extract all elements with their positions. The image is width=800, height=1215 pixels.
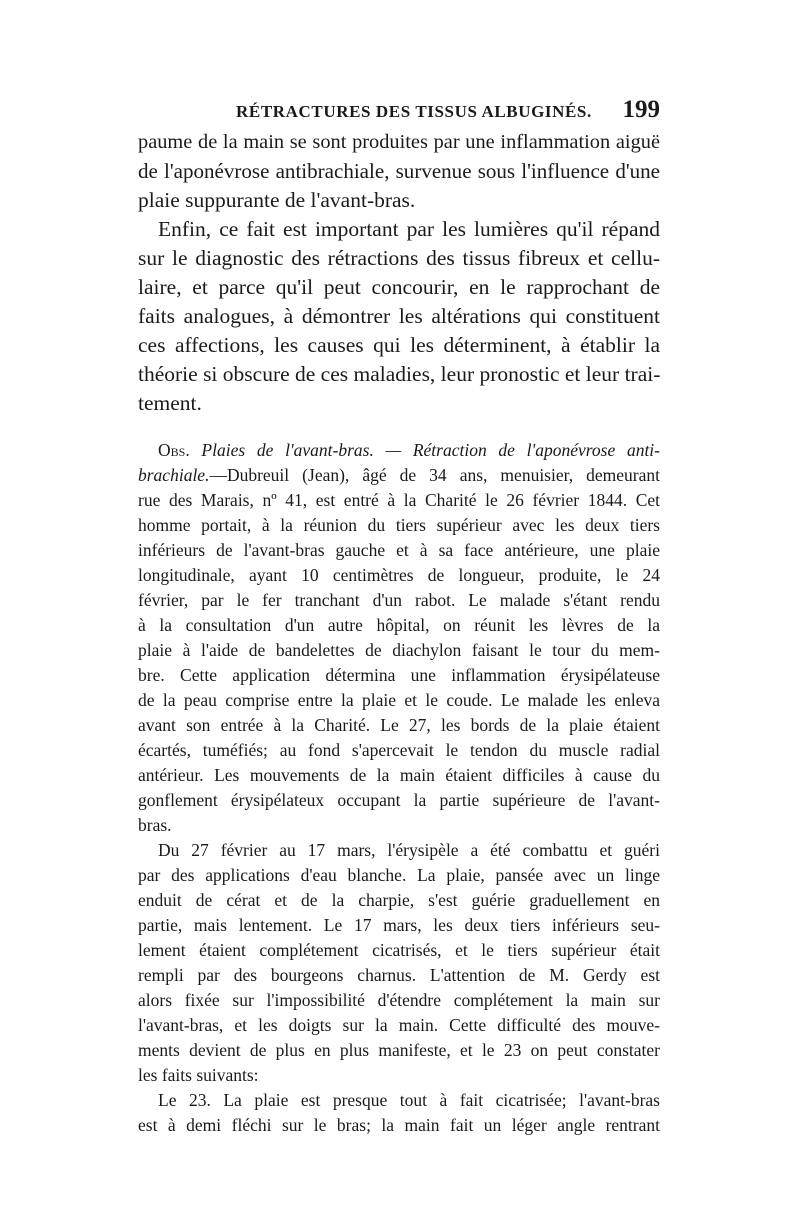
text-line: inférieurs de l'avant-bras gauche et à sa face antérieure, une plaie — [138, 540, 660, 560]
text-line: enduit de cérat et de la charpie, s'est guérie graduellement en — [138, 890, 660, 910]
text-line: sur le diagnostic des rétractions des tissus fibreux et cellu- — [138, 246, 660, 270]
text-line: plaie suppurante de l'avant-bras. — [138, 188, 416, 212]
text-line: tement. — [138, 391, 202, 415]
text-line: est à demi fléchi sur le bras; la main fait un léger angle rentrant — [138, 1115, 660, 1135]
text-line: Du 27 février au 17 mars, l'érysipèle a été combattu et guéri — [158, 840, 660, 860]
text-line: ments devient de plus en plus manifeste, et le 23 on peut constater — [138, 1040, 660, 1060]
text-line: alors fixée sur l'impossibilité d'étendre complétement la main sur — [138, 990, 660, 1010]
text-line: février, par le fer tranchant d'un rabot. Le malade s'étant rendu — [138, 590, 660, 610]
text-line: bre. Cette application détermina une inflammation érysipélateuse — [138, 665, 660, 685]
text-line: ces affections, les causes qui les déterminent, à établir la — [138, 333, 660, 357]
text-line: plaie à l'aide de bandelettes de diachylon faisant le tour du mem- — [138, 640, 660, 660]
text-line: paume de la main se sont produites par une inflammation aiguë — [138, 131, 660, 153]
text-line: avant son entrée à la Charité. Le 27, les bords de la plaie étaient — [138, 715, 660, 735]
observation-block — [138, 438, 660, 1138]
observation-heading-line — [138, 438, 660, 463]
text-line: rue des Marais, nº 41, est entré à la Charité le 26 février 1844. Cet — [138, 490, 660, 510]
text-line: les faits suivants: — [138, 1065, 259, 1085]
page-number: 199 — [622, 96, 660, 123]
text-line: l'avant-bras, et les doigts sur la main. Cette difficulté des mouve- — [138, 1015, 660, 1035]
text-line: bras. — [138, 815, 172, 835]
paragraph-1 — [138, 128, 660, 215]
observation-intro: —Dubreuil (Jean), âgé de 34 ans, menuisier, demeurant — [209, 465, 660, 485]
text-line: antérieur. Les mouvements de la main étaient difficiles à cause du — [138, 765, 660, 785]
text-line: Enfin, ce fait est important par les lumières qu'il répand — [158, 217, 660, 241]
text-line: longitudinale, ayant 10 centimètres de longueur, produite, le 24 — [138, 565, 660, 585]
paragraph-2 — [138, 215, 660, 418]
body-text — [138, 128, 660, 1138]
text-line: Le 23. La plaie est presque tout à fait cicatrisée; l'avant-bras — [158, 1090, 660, 1110]
section-gap — [138, 418, 660, 438]
observation-label: Obs. — [158, 440, 190, 460]
text-line: de l'aponévrose antibrachiale, survenue sous l'influence d'une — [138, 159, 660, 183]
text-line: laire, et parce qu'il peut concourir, en le rapprochant de — [138, 275, 660, 299]
text-line: écartés, tuméfiés; au fond s'apercevait le tendon du muscle radial — [138, 740, 660, 760]
text-line: homme portait, à la réunion du tiers supérieur avec les deux tiers — [138, 515, 660, 535]
text-line: gonflement érysipélateux occupant la partie supérieure de l'avant- — [138, 790, 660, 810]
running-title: RÉTRACTURES DES TISSUS ALBUGINÉS. — [236, 102, 592, 121]
text-line: lement étaient complétement cicatrisés, et le tiers supérieur était — [138, 940, 660, 960]
observation-title: Plaies de l'avant-bras. — Rétraction de l'aponévrose anti- — [201, 440, 660, 460]
text-line: par des applications d'eau blanche. La plaie, pansée avec un linge — [138, 865, 660, 885]
text-line: à la consultation d'un autre hôpital, on réunit les lèvres de la — [138, 615, 660, 635]
text-line: partie, mais lentement. Le 17 mars, les deux tiers inférieurs seu- — [138, 915, 660, 935]
text-line: théorie si obscure de ces maladies, leur pronostic et leur trai- — [138, 362, 661, 386]
observation-line-2 — [138, 463, 660, 488]
text-line: de la peau comprise entre la plaie et le coude. Le malade les enleva — [138, 690, 660, 710]
running-head — [138, 96, 660, 126]
text-line: faits analogues, à démontrer les altérations qui constituent — [138, 304, 660, 328]
text-line: rempli par des bourgeons charnus. L'attention de M. Gerdy est — [138, 965, 660, 985]
observation-title-end: brachiale. — [138, 465, 210, 485]
